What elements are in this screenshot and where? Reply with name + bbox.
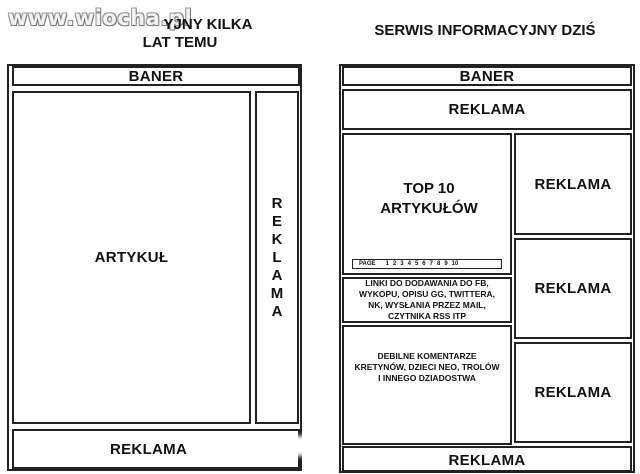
watermark-logo: www.wiocha.pl (8, 6, 193, 30)
page-number[interactable]: 5 (414, 261, 419, 267)
page-number[interactable]: 3 (400, 261, 404, 267)
page-number[interactable]: 1 (385, 261, 389, 267)
right-top-ad: REKLAMA (342, 89, 632, 130)
pagination-numbers (386, 261, 459, 267)
pagination[interactable] (352, 259, 502, 269)
side-ad-letter: M (270, 284, 284, 302)
left-title-line1: YJNY KILKA (163, 16, 253, 33)
left-title (90, 16, 290, 52)
page-number[interactable]: 6 (422, 261, 426, 267)
right-side-ad-1: REKLAMA (514, 133, 632, 235)
right-side-ad-2: REKLAMA (514, 238, 632, 339)
share-links-box: LINKI DO DODAWANIA DO FB, WYKOPU, OPISU GG, TWITTERA, NK, WYSŁANIA PRZEZ MAIL, CZYTNIKA RSS ITP (342, 277, 512, 323)
page-number[interactable]: 8 (436, 261, 441, 267)
page-number[interactable]: 10 (451, 261, 459, 267)
page-number[interactable]: 7 (429, 261, 433, 267)
blur-smudge (250, 436, 332, 456)
pagination-label: PAGE (359, 261, 376, 267)
top10-box (342, 133, 512, 275)
left-bottom-ad: REKLAMA (12, 429, 300, 469)
side-ad-letter: K (271, 230, 283, 248)
right-title: SERWIS INFORMACYJNY DZIŚ (374, 22, 596, 39)
left-title-line2: LAT TEMU (142, 34, 218, 51)
page-number[interactable]: 2 (392, 261, 397, 267)
comments-box: DEBILNE KOMENTARZE KRETYNÓW, DZIECI NEO, TROLÓW I INNEGO DZIADOSTWA (342, 325, 512, 445)
side-ad-letter: A (271, 302, 283, 320)
side-ad-letter: L (272, 248, 282, 266)
right-side-ad-3: REKLAMA (514, 342, 632, 443)
left-banner: BANER (12, 66, 300, 86)
left-article: ARTYKUŁ (12, 91, 251, 424)
right-bottom-ad: REKLAMA (342, 446, 632, 472)
side-ad-letter: R (271, 194, 283, 212)
page-number[interactable]: 4 (407, 261, 411, 267)
right-banner: BANER (342, 66, 632, 86)
page-number[interactable]: 9 (444, 261, 448, 267)
top10-title: TOP 10 ARTYKUŁÓW (380, 180, 478, 217)
side-ad-letter: A (271, 266, 283, 284)
side-ad-letter: E (271, 212, 282, 230)
left-side-ad (255, 91, 299, 424)
